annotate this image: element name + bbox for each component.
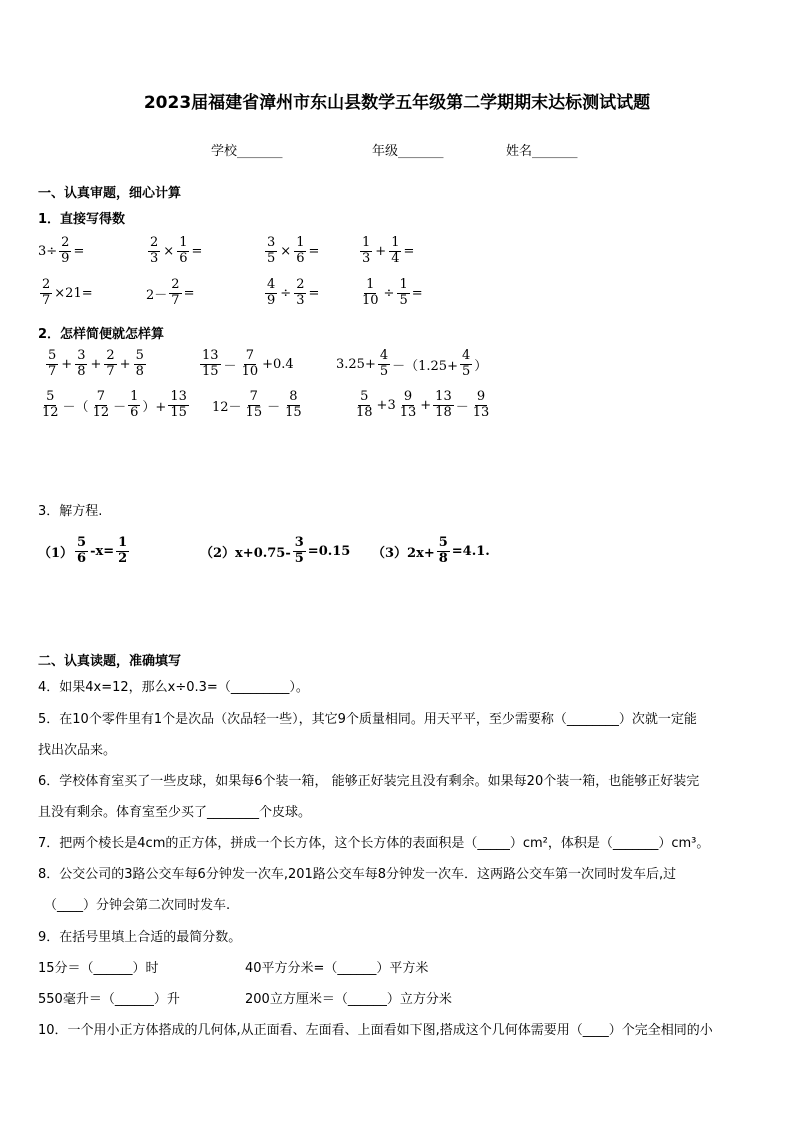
q1-item-4: $\frac{1}{3}$ + $\frac{1}{4}$ = (362, 235, 415, 266)
q1-item-7: $\frac{4}{9}$ ÷ $\frac{2}{3}$ = (267, 277, 320, 308)
q2-expr-4: $\frac{5}{12}$ －（ $\frac{7}{12}$ － $\frac{1}{6}$ ）+ $\frac{13}{15}$ (42, 389, 187, 420)
section-2-heading: 二、认真读题，准确填写 (38, 654, 182, 669)
q2-heading: 2．怎样简便就怎样算 (38, 327, 165, 342)
q1-item-3: $\frac{3}{5}$ × $\frac{1}{6}$ = (267, 235, 320, 266)
q9-item-b: 40平方分米=（______）平方米 (245, 961, 429, 976)
q2-expr-6: $\frac{5}{18}$ +3 $\frac{9}{13}$ + $\frac{13}{18}$ － $\frac{9}{13}$ (356, 389, 490, 420)
school-field: 学校_______ (211, 144, 283, 159)
q6-text-line2: 且没有剩余。体育室至少买了________个皮球。 (38, 805, 312, 820)
grade-field: 年级_______ (372, 144, 444, 159)
q8-text-line1: 8．公交公司的3路公交车每6分钟发一次车,201路公交车每8分钟发一次车．这两路公交车第一次同时发车后,过 (38, 867, 677, 882)
q2-expr-5: 12－ $\frac{7}{15}$ － $\frac{8}{15}$ (212, 389, 302, 420)
page-title: 2023届福建省漳州市东山县数学五年级第二学期期末达标测试试题 (143, 93, 651, 113)
q3-equation-1: （1） $\frac{5}{6}$ -x= $\frac{1}{2}$ (38, 535, 128, 566)
q2-expr-2: $\frac{13}{15}$ － $\frac{7}{10}$ +0.4 (202, 348, 294, 379)
q1-item-2: $\frac{2}{3}$ × $\frac{1}{6}$ = (150, 235, 203, 266)
q9-item-d: 200立方厘米＝（______）立方分米 (245, 992, 452, 1007)
section-1-heading: 一、认真审题，细心计算 (38, 186, 182, 201)
q3-heading: 3．解方程. (38, 504, 103, 519)
q2-expr-3: 3.25+ $\frac{4}{5}$ －（1.25+ $\frac{4}{5}$ ） (336, 348, 488, 379)
q1-heading: 1．直接写得数 (38, 212, 126, 227)
q3-equation-3: （3）2x+ $\frac{5}{8}$ =4.1. (372, 535, 490, 566)
q3-equation-2: （2）x+0.75- $\frac{3}{5}$ =0.15 (200, 535, 351, 566)
q1-item-8: $\frac{1}{10}$ ÷ $\frac{1}{5}$ = (362, 277, 423, 308)
q9-heading: 9．在括号里填上合适的最简分数。 (38, 930, 242, 945)
q6-text-line1: 6．学校体育室买了一些皮球，如果每6个装一箱， 能够正好装完且没有剩余。如果每20个装一箱，也能够正好装完 (38, 774, 700, 789)
q5-text-line1: 5．在10个零件里有1个是次品（次品轻一些），其它9个质量相同。用天平平，至少需要称（________）次就一定能 (38, 712, 697, 727)
q1-item-1: 3÷ $\frac{2}{9}$ = (38, 235, 85, 266)
q1-item-6: 2－ $\frac{2}{7}$ = (146, 277, 195, 308)
q9-item-a: 15分＝（______）时 (38, 961, 159, 976)
name-field: 姓名_______ (506, 144, 578, 159)
q1-item-5: $\frac{2}{7}$ ×21= (42, 277, 93, 308)
q7-text: 7．把两个棱长是4cm的正方体，拼成一个长方体，这个长方体的表面积是（_____）cm²，体积是（_______）cm³。 (38, 836, 710, 851)
q2-expr-1: $\frac{5}{7}$ + $\frac{3}{8}$ + $\frac{2}{7}$ + $\frac{5}{8}$ (48, 348, 144, 379)
q9-item-c: 550毫升＝（______）升 (38, 992, 180, 1007)
q10-text: 10．一个用小正方体搭成的几何体,从正面看、左面看、上面看如下图,搭成这个几何体需要用（____）个完全相同的小 (38, 1023, 713, 1038)
q4-text: 4．如果4x=12，那么x÷0.3=（_________）。 (38, 680, 309, 695)
q5-text-line2: 找出次品来。 (38, 743, 117, 758)
q8-text-line2: （____）分钟会第二次同时发车. (44, 898, 231, 913)
